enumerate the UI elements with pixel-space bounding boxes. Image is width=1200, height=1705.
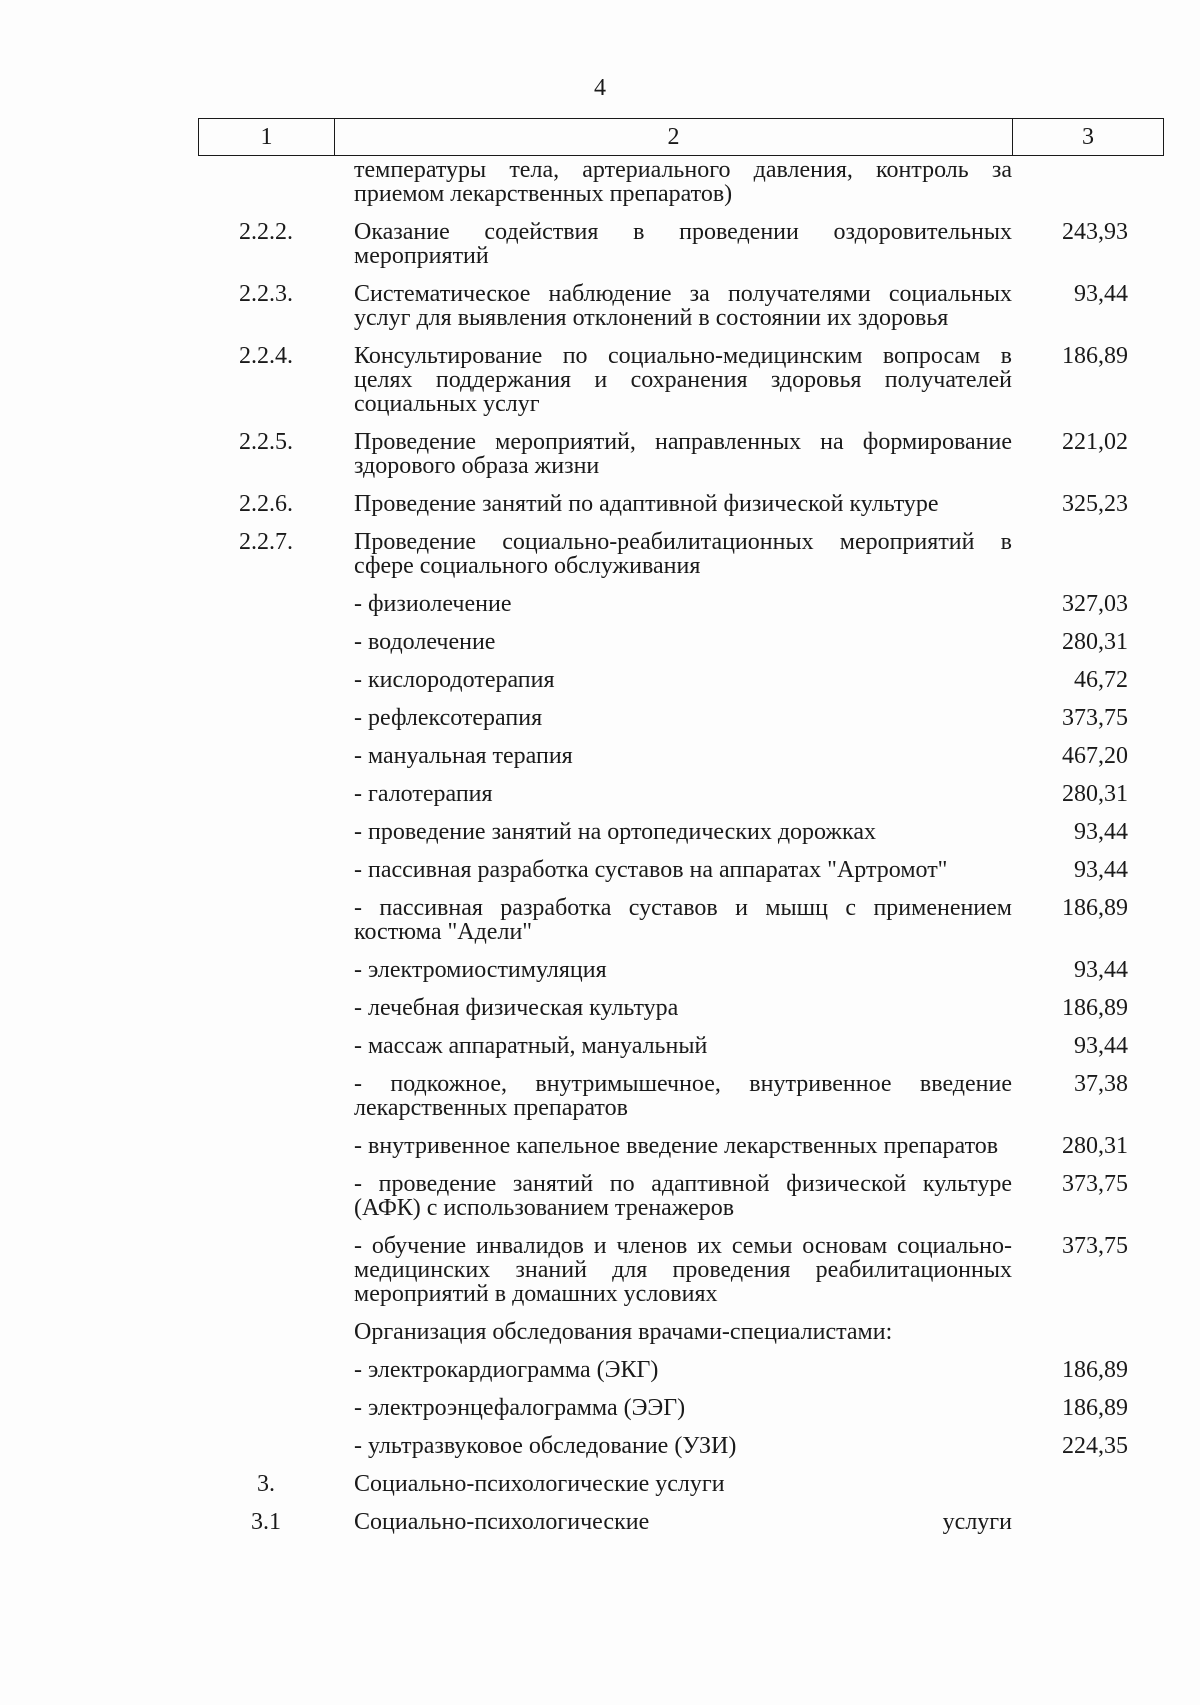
table-header bbox=[198, 118, 1164, 156]
table-row bbox=[198, 706, 1164, 730]
service-name: - внутривенное капельное введение лекарственных препаратов bbox=[354, 1133, 999, 1159]
tariff-value: 186,89 bbox=[1062, 995, 1128, 1021]
table-row bbox=[198, 896, 1164, 944]
table-row bbox=[198, 1472, 1164, 1496]
service-name: температуры тела, артериального давления, контроль за приемом лекарственных препаратов) bbox=[354, 157, 1012, 207]
service-name: - физиолечение bbox=[354, 591, 512, 617]
service-name: - электрокардиограмма (ЭКГ) bbox=[354, 1357, 659, 1383]
tariff-value: 186,89 bbox=[1062, 895, 1128, 921]
service-name: - водолечение bbox=[354, 629, 496, 655]
table-row bbox=[198, 996, 1164, 1020]
service-name: - галотерапия bbox=[354, 781, 493, 807]
row-number bbox=[198, 1358, 334, 1382]
row-number bbox=[198, 820, 334, 844]
table-row bbox=[198, 1234, 1164, 1306]
row-number bbox=[198, 1434, 334, 1458]
table-row bbox=[198, 1034, 1164, 1058]
tariff-value: 221,02 bbox=[1062, 429, 1128, 455]
tariff-value: 46,72 bbox=[1074, 667, 1128, 693]
service-name: - подкожное, внутримышечное, внутривенное введение лекарственных препаратов bbox=[354, 1071, 1012, 1121]
row-number bbox=[198, 996, 334, 1020]
row-number bbox=[198, 1320, 334, 1344]
table-row bbox=[198, 1134, 1164, 1158]
row-number: 2.2.6. bbox=[239, 491, 293, 517]
service-name: Социально-психологические услуги bbox=[354, 1509, 1012, 1535]
row-number: 2.2.2. bbox=[239, 219, 293, 245]
row-number: 2.2.3. bbox=[239, 281, 293, 307]
tariff-value: 37,38 bbox=[1074, 1071, 1128, 1097]
service-name: - мануальная терапия bbox=[354, 743, 573, 769]
table-row bbox=[198, 1072, 1164, 1120]
row-number bbox=[198, 158, 334, 206]
tariff-value: 93,44 bbox=[1074, 957, 1128, 983]
tariff-value: 327,03 bbox=[1062, 591, 1128, 617]
table-body bbox=[198, 158, 1164, 1534]
service-name: - проведение занятий по адаптивной физической культуре (АФК) с использованием тренажеров bbox=[354, 1171, 1012, 1221]
row-number bbox=[198, 958, 334, 982]
table-row bbox=[198, 430, 1164, 478]
table-row bbox=[198, 958, 1164, 982]
tariff-value: 373,75 bbox=[1062, 1233, 1128, 1259]
row-number bbox=[198, 858, 334, 882]
tariff-value: 93,44 bbox=[1074, 281, 1128, 307]
table-row bbox=[198, 530, 1164, 578]
tariff-value bbox=[1012, 530, 1164, 578]
service-name: Организация обследования врачами-специалистами: bbox=[354, 1319, 893, 1345]
row-number bbox=[198, 1172, 334, 1220]
service-name: Проведение занятий по адаптивной физической культуре bbox=[354, 491, 939, 517]
table-row bbox=[198, 158, 1164, 206]
tariff-value: 325,23 bbox=[1062, 491, 1128, 517]
row-number bbox=[198, 706, 334, 730]
table-row bbox=[198, 492, 1164, 516]
service-name: - лечебная физическая культура bbox=[354, 995, 679, 1021]
header-col-2: 2 bbox=[335, 119, 1013, 155]
tariff-value: 373,75 bbox=[1062, 1171, 1128, 1197]
row-number bbox=[198, 630, 334, 654]
tariff-value: 280,31 bbox=[1062, 781, 1128, 807]
row-number bbox=[198, 744, 334, 768]
row-number bbox=[198, 1234, 334, 1306]
tariff-value bbox=[1012, 1320, 1164, 1344]
row-number bbox=[198, 782, 334, 806]
table-row bbox=[198, 782, 1164, 806]
service-name: Проведение мероприятий, направленных на формирование здорового образа жизни bbox=[354, 429, 1012, 479]
tariff-value: 93,44 bbox=[1074, 1033, 1128, 1059]
tariff-value: 186,89 bbox=[1062, 1357, 1128, 1383]
service-name: - ультразвуковое обследование (УЗИ) bbox=[354, 1433, 737, 1459]
table-row bbox=[198, 820, 1164, 844]
tariff-value bbox=[1012, 158, 1164, 206]
row-number bbox=[198, 1134, 334, 1158]
service-name: - проведение занятий на ортопедических дорожках bbox=[354, 819, 876, 845]
service-name: - обучение инвалидов и членов их семьи основам социально-медицинских знаний для проведения реабилитационных мероприятий в домашних условиях bbox=[354, 1233, 1012, 1307]
header-col-1: 1 bbox=[199, 119, 335, 155]
table-row bbox=[198, 1358, 1164, 1382]
row-number bbox=[198, 668, 334, 692]
row-number bbox=[198, 1396, 334, 1420]
table-row bbox=[198, 668, 1164, 692]
table-row bbox=[198, 1172, 1164, 1220]
tariff-value: 467,20 bbox=[1062, 743, 1128, 769]
table-row bbox=[198, 1510, 1164, 1534]
row-number bbox=[198, 896, 334, 944]
service-name: - электроэнцефалограмма (ЭЭГ) bbox=[354, 1395, 686, 1421]
tariff-value: 93,44 bbox=[1074, 819, 1128, 845]
table-row bbox=[198, 344, 1164, 416]
table-row bbox=[198, 744, 1164, 768]
service-name: Консультирование по социально-медицинским вопросам в целях поддержания и сохранения здоровья получателей социальных услуг bbox=[354, 343, 1012, 417]
page-number: 4 bbox=[594, 75, 606, 101]
row-number: 2.2.4. bbox=[239, 343, 293, 369]
service-name: Систематическое наблюдение за получателями социальных услуг для выявления отклонений в состоянии их здоровья bbox=[354, 281, 1012, 331]
service-name: - массаж аппаратный, мануальный bbox=[354, 1033, 708, 1059]
table-row bbox=[198, 282, 1164, 330]
service-name: - кислородотерапия bbox=[354, 667, 555, 693]
tariff-value bbox=[1012, 1510, 1164, 1534]
row-number: 3. bbox=[257, 1471, 275, 1497]
row-number: 3.1 bbox=[251, 1509, 281, 1535]
tariff-value: 186,89 bbox=[1062, 343, 1128, 369]
tariff-value: 280,31 bbox=[1062, 629, 1128, 655]
service-name: - пассивная разработка суставов на аппаратах "Артромот" bbox=[354, 857, 948, 883]
service-name: Социально-психологические услуги bbox=[354, 1471, 725, 1497]
tariff-value bbox=[1012, 1472, 1164, 1496]
tariff-value: 93,44 bbox=[1074, 857, 1128, 883]
tariff-value: 243,93 bbox=[1062, 219, 1128, 245]
service-name: - рефлексотерапия bbox=[354, 705, 543, 731]
row-number bbox=[198, 1072, 334, 1120]
service-name: Оказание содействия в проведении оздоровительных мероприятий bbox=[354, 219, 1012, 269]
row-number bbox=[198, 592, 334, 616]
header-col-3: 3 bbox=[1082, 124, 1094, 150]
row-number: 2.2.7. bbox=[239, 529, 293, 555]
service-name: - пассивная разработка суставов и мышц с применением костюма "Адели" bbox=[354, 895, 1012, 945]
tariff-value: 373,75 bbox=[1062, 705, 1128, 731]
tariff-value: 224,35 bbox=[1062, 1433, 1128, 1459]
service-name: - электромиостимуляция bbox=[354, 957, 607, 983]
row-number: 2.2.5. bbox=[239, 429, 293, 455]
service-name: Проведение социально-реабилитационных мероприятий в сфере социального обслуживания bbox=[354, 529, 1012, 579]
table-row bbox=[198, 630, 1164, 654]
table-row bbox=[198, 858, 1164, 882]
table-row bbox=[198, 1434, 1164, 1458]
table-row bbox=[198, 220, 1164, 268]
tariff-value: 186,89 bbox=[1062, 1395, 1128, 1421]
table-row bbox=[198, 1320, 1164, 1344]
row-number bbox=[198, 1034, 334, 1058]
table-row bbox=[198, 592, 1164, 616]
table-row bbox=[198, 1396, 1164, 1420]
tariff-value: 280,31 bbox=[1062, 1133, 1128, 1159]
